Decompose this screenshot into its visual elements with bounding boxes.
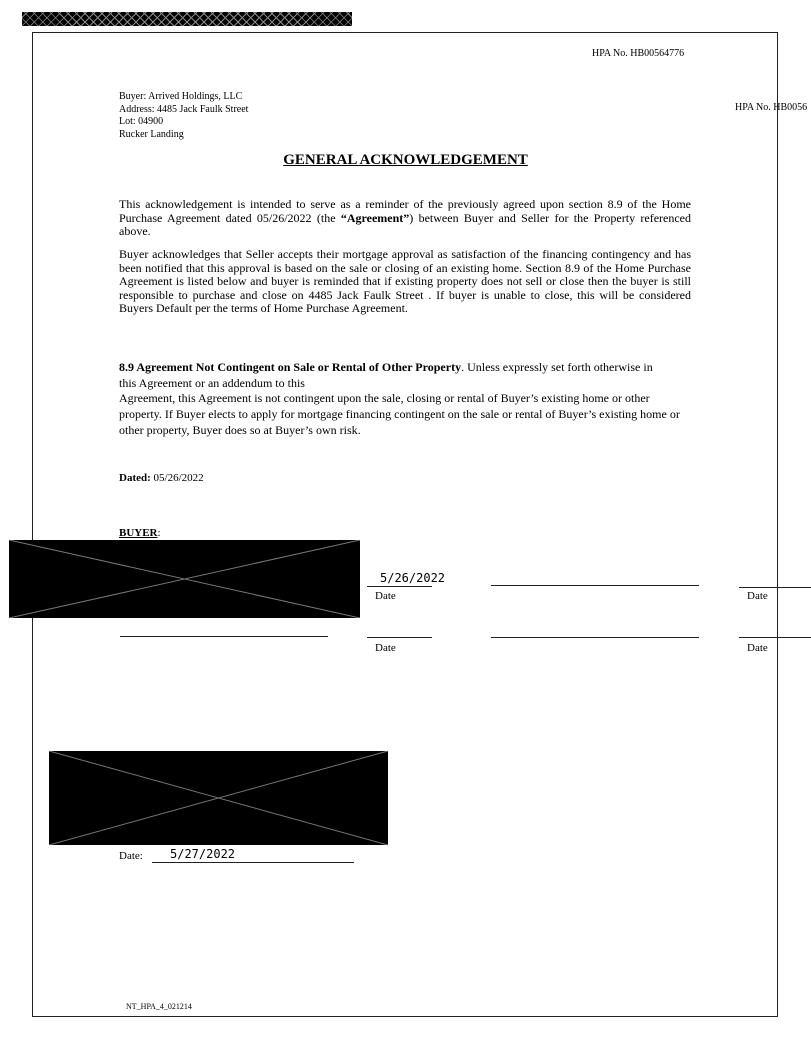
- lot-number: Lot: 04900: [119, 116, 164, 127]
- section-heading: 8.9 Agreement Not Contingent on Sale or Rental of Other Property: [119, 360, 462, 374]
- signature-line-3: [120, 636, 328, 637]
- agreement-term: “Agreement”: [340, 210, 410, 225]
- date-line-3: [367, 637, 432, 638]
- redaction-cross-icon: [49, 751, 388, 845]
- footer-form-code: NT_HPA_4_021214: [126, 1002, 192, 1011]
- redacted-seller-signature: [49, 751, 388, 845]
- buyer-date-value: 5/26/2022: [380, 571, 446, 585]
- buyer-name: Buyer: Arrived Holdings, LLC: [119, 91, 243, 102]
- date-label-2: Date: [747, 590, 768, 602]
- buyer-info-block: [119, 91, 248, 141]
- paragraph-acknowledgement: Buyer acknowledges that Seller accepts their mortgage approval as satisfaction of the financing contingency and has been notified that this approval is based on the sale or closing of an existing home. Section 8.9 of the Home Purchase Agreement is listed below and buyer is reminded that if existing property does not sell or close then the buyer is still responsible to purchase and close on 4485 Jack Faulk Street . If buyer is unable to close, this will be considered Buyers Default per the terms of Home Purchase Agreement.: [119, 247, 691, 315]
- date-label-1: Date: [375, 590, 396, 602]
- section-8-9-body: Agreement, this Agreement is not contingent upon the sale, closing or rental of Buyer’s existing home or other property. If Buyer elects to apply for mortgage financing contingent on the sale or rental of Buyer’s existing home or other property, Buyer does so at Buyer’s own risk.: [119, 391, 680, 437]
- dated-value: 05/26/2022: [153, 472, 204, 484]
- buyer-section-label: [119, 527, 161, 539]
- buyer-colon: :: [157, 527, 161, 539]
- date-line-4: [739, 637, 811, 638]
- redacted-header-bar: [22, 12, 352, 26]
- section-8-9-intro: [119, 359, 664, 391]
- community-name: Rucker Landing: [119, 128, 184, 140]
- seller-date-line: [152, 862, 354, 863]
- document-title: GENERAL ACKNOWLEDGEMENT: [283, 152, 528, 168]
- signature-line-2: [491, 585, 699, 586]
- dated-line: [119, 472, 204, 484]
- signature-line-4: [491, 637, 699, 638]
- hpa-number: HPA No. HB00564776: [592, 48, 685, 59]
- hpa-number-clipped: HPA No. HB0056: [735, 102, 808, 113]
- page-frame: [32, 32, 778, 1017]
- property-address: Address: 4485 Jack Faulk Street: [119, 103, 249, 115]
- seller-date-label: Date:: [119, 850, 143, 862]
- redacted-buyer-signature: [9, 540, 360, 618]
- date-label-3: Date: [375, 642, 396, 654]
- date-line-1: [367, 586, 432, 587]
- seller-date-value: 5/27/2022: [170, 847, 236, 861]
- section-line1: . Unless expressly set forth otherwise in this Agreement or an addendum to this: [119, 360, 653, 390]
- redaction-cross-icon: [9, 540, 360, 618]
- date-label-4: Date: [747, 642, 768, 654]
- dated-label: Dated:: [119, 472, 151, 484]
- intro-text-before: This acknowledgement is intended to serve as a reminder of the previously agreed upon section 8.9 of the Home Purchase Agreement dated 05/26/2022 (the: [119, 197, 691, 225]
- paragraph-intro: [119, 198, 691, 239]
- intro-text-after: ) between Buyer and Seller for the Property referenced above.: [119, 210, 692, 238]
- date-line-2: [739, 587, 811, 588]
- buyer-label: BUYER: [119, 527, 158, 539]
